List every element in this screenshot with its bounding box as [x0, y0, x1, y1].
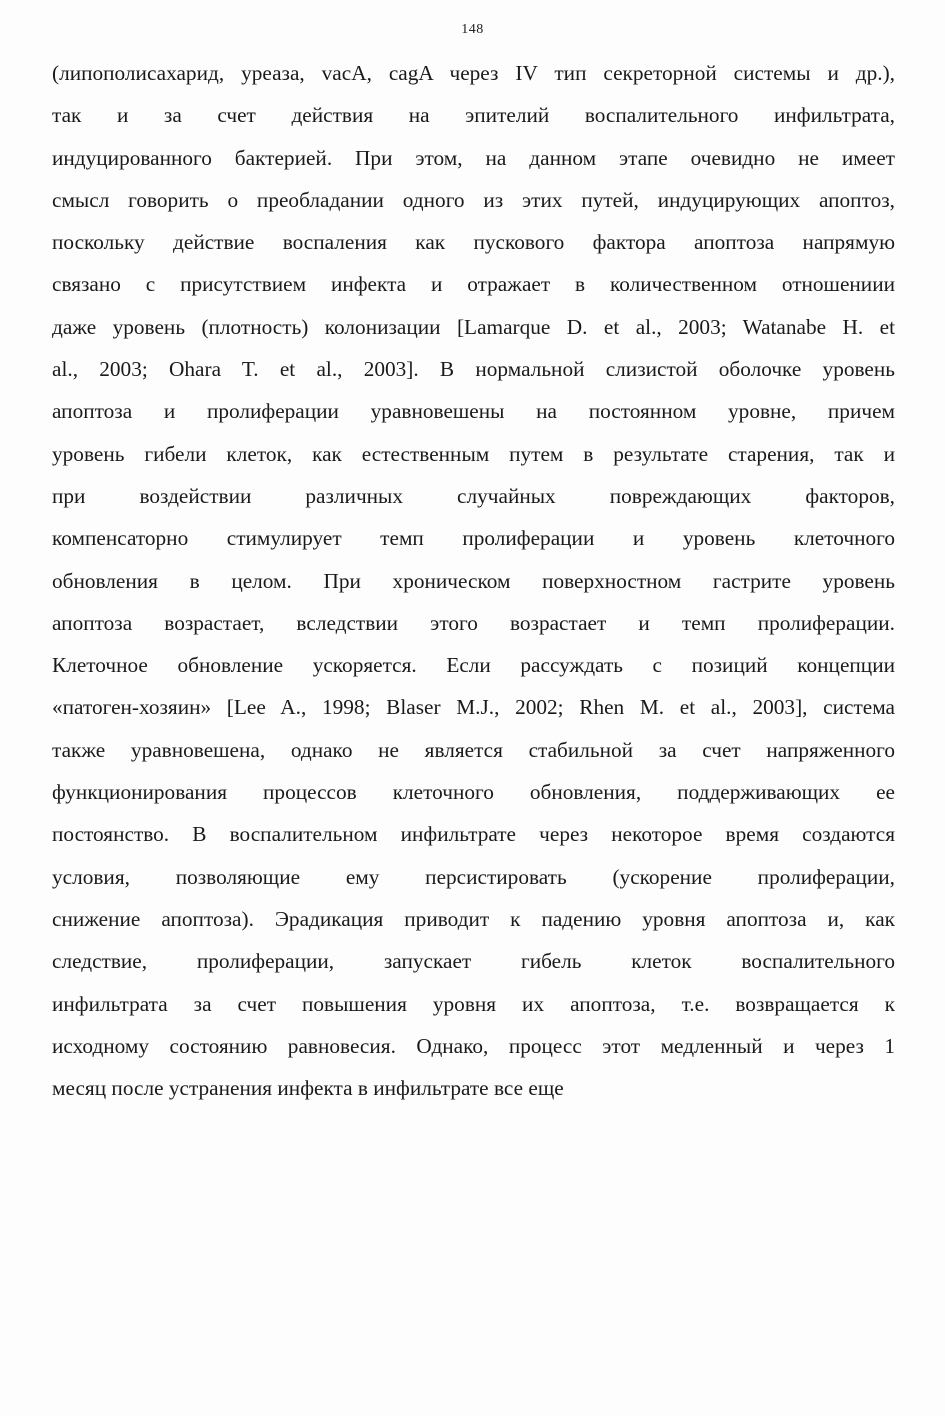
- text-line: инфильтрата за счет повышения уровня их апоптоза, т.е. возвращается к: [52, 991, 895, 1016]
- text-line: компенсаторно стимулирует темп пролиферации и уровень клеточного: [52, 526, 895, 551]
- body-text: [52, 52, 895, 1109]
- text-line: поскольку действие воспаления как пускового фактора апоптоза напрямую: [52, 230, 895, 255]
- text-line: также уравновешена, однако не является стабильной за счет напряженного: [52, 737, 895, 762]
- text-line: снижение апоптоза). Эрадикация приводит к падению уровня апоптоза и, как: [52, 906, 895, 931]
- text-line: постоянство. В воспалительном инфильтрате через некоторое время создаются: [52, 822, 895, 847]
- text-line: при воздействии различных случайных повреждающих факторов,: [52, 483, 895, 508]
- text-line: функционирования процессов клеточного обновления, поддерживающих ее: [52, 780, 895, 805]
- text-line: следствие, пролиферации, запускает гибель клеток воспалительного: [52, 949, 895, 974]
- text-line: смысл говорить о преобладании одного из этих путей, индуцирующих апоптоз,: [52, 187, 895, 212]
- text-line: исходному состоянию равновесия. Однако, процесс этот медленный и через 1: [52, 1033, 895, 1058]
- text-line: связано с присутствием инфекта и отражает в количественном отношениии: [52, 272, 895, 297]
- text-line: обновления в целом. При хроническом поверхностном гастрите уровень: [52, 568, 895, 593]
- text-line: al., 2003; Ohara T. et al., 2003]. В нормальной слизистой оболочке уровень: [52, 357, 895, 382]
- text-line: (липополисахарид, уреаза, vacA, cagA через IV тип секреторной системы и др.),: [52, 61, 895, 85]
- text-line: «патоген-хозяин» [Lee A., 1998; Blaser M.J., 2002; Rhen M. et al., 2003], система: [52, 695, 895, 720]
- text-line: Клеточное обновление ускоряется. Если рассуждать с позиций концепции: [52, 653, 895, 678]
- text-line: апоптоза и пролиферации уравновешены на постоянном уровне, причем: [52, 399, 895, 424]
- text-line: условия, позволяющие ему персистировать (ускорение пролиферации,: [52, 864, 895, 889]
- text-line-last: месяц после устранения инфекта в инфильтрате все еще: [52, 1076, 564, 1101]
- text-line: так и за счет действия на эпителий воспалительного инфильтрата,: [52, 103, 895, 128]
- text-line: апоптоза возрастает, вследствии этого возрастает и темп пролиферации.: [52, 610, 895, 635]
- page-number: 148: [461, 22, 484, 37]
- text-line: индуцированного бактерией. При этом, на данном этапе очевидно не имеет: [52, 145, 895, 170]
- text-line: уровень гибели клеток, как естественным путем в результате старения, так и: [52, 441, 895, 466]
- text-line: даже уровень (плотность) колонизации [Lamarque D. et al., 2003; Watanabe H. et: [52, 314, 895, 339]
